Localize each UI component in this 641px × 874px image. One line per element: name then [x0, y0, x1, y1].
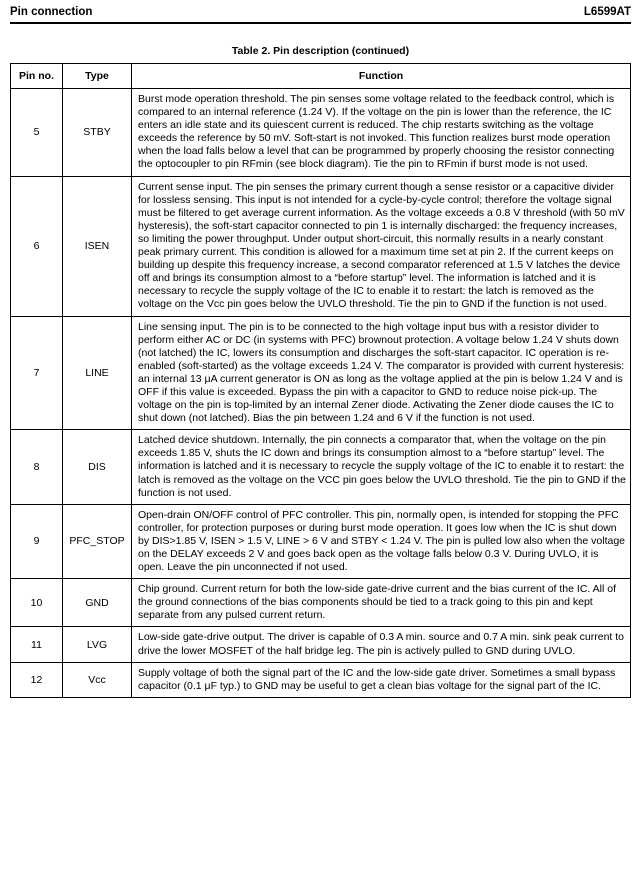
pin-type-cell: LVG: [63, 627, 132, 662]
pin-type-cell: ISEN: [63, 176, 132, 316]
table-row: [11, 662, 631, 697]
pin-function-cell: Line sensing input. The pin is to be connected to the high voltage input bus with a resistor divider to perform either AC or DC (in systems with PFC) brownout protection. A voltage below 1.24 V shuts down (not latched) the IC, lowers its consumption and discharges the soft-start capacitor. IC operation is re-enabled (soft-started) as the voltage exceeds 1.24 V. The comparator is provided with current hysteresis: an internal 13 μA current generator is ON as long as the voltage applied at the pin is below 1.24 V and is OFF if this value is exceeded. Bypass the pin with a capacitor to GND to reduce noise pick-up. The voltage on the pin is top-limited by an internal Zener diode. Activating the Zener diode causes the IC to shut down (not latched). Bias the pin between 1.24 and 6 V if the function is not used.: [132, 316, 631, 430]
table-row: [11, 579, 631, 627]
pin-type-cell: GND: [63, 579, 132, 627]
pin-type-cell: DIS: [63, 430, 132, 504]
pin-type-cell: Vcc: [63, 662, 132, 697]
pin-function-cell: Open-drain ON/OFF control of PFC controller. This pin, normally open, is intended for stopping the PFC controller, for protection purposes or during burst mode operation. It goes low when the IC is shut down by DIS>1.85 V, ISEN > 1.5 V, LINE > 6 V and STBY < 1.24 V. The pin is pulled low also when the voltage on the DELAY exceeds 2 V and goes back open as the voltage falls below 0.3 V. During UVLO, it is open. Leave the pin unconnected if not used.: [132, 504, 631, 578]
pin-function-cell: Latched device shutdown. Internally, the pin connects a comparator that, when the voltage on the pin exceeds 1.85 V, shuts the IC down and brings its consumption almost to a “before startup” level. The information is latched and it is necessary to recycle the supply voltage of the IC to enable it to restart: the latch is removed as the voltage on the VCC pin goes below the UVLO threshold. Tie the pin to GND if the function is not used.: [132, 430, 631, 504]
pin-number-cell: 7: [11, 316, 63, 430]
pin-type-cell: STBY: [63, 89, 132, 177]
col-header-pin-no: Pin no.: [11, 64, 63, 89]
page-header-section-title: Pin connection: [10, 6, 93, 18]
pin-function-cell: Chip ground. Current return for both the low-side gate-drive current and the bias current of the IC. All of the ground connections of the bias components should be tied to a track going to this pin and kept separate from any pulsed current return.: [132, 579, 631, 627]
table-row: [11, 316, 631, 430]
table-row: [11, 430, 631, 504]
pin-number-cell: 11: [11, 627, 63, 662]
pin-number-cell: 9: [11, 504, 63, 578]
pin-function-cell: Current sense input. The pin senses the primary current though a sense resistor or a capacitive divider for lossless sensing. This input is not intended for a cycle-by-cycle control; therefore the voltage signal must be filtered to get average current information. As the voltage exceeds a 0.8 V threshold (with 50 mV hysteresis), the soft-start capacitor connected to pin 1 is internally discharged: the frequency increases, so limiting the power throughput. Under output short-circuit, this normally results in a nearly constant peak primary current. This condition is allowed for a maximum time set at pin 2. If the current keeps on building up despite this frequency increase, a second comparator referenced at 1.5 V latches the device off and brings its consumption almost to a “before startup” level. The information is latched and it is necessary to recycle the supply voltage of the IC to enable it to restart: the latch is removed as the voltage on the Vcc pin goes below the UVLO threshold. Tie the pin to GND if the function is not used.: [132, 176, 631, 316]
pin-number-cell: 10: [11, 579, 63, 627]
table-row: [11, 89, 631, 177]
header-divider: [10, 22, 631, 24]
pin-number-cell: 8: [11, 430, 63, 504]
col-header-type: Type: [63, 64, 132, 89]
pin-function-cell: Supply voltage of both the signal part of the IC and the low-side gate driver. Sometimes a small bypass capacitor (0.1 μF typ.) to GND may be useful to get a clean bias voltage for the signal part of the IC.: [132, 662, 631, 697]
col-header-function: Function: [132, 64, 631, 89]
table-row: [11, 504, 631, 578]
pin-number-cell: 5: [11, 89, 63, 177]
pin-type-cell: LINE: [63, 316, 132, 430]
table-title: Table 2. Pin description (continued): [231, 45, 410, 57]
table-row: [11, 627, 631, 662]
table-header-row: [11, 64, 631, 89]
pin-type-cell: PFC_STOP: [63, 504, 132, 578]
page-header-product-name: L6599AT: [583, 6, 631, 18]
pin-function-cell: Low-side gate-drive output. The driver is capable of 0.3 A min. source and 0.7 A min. sink peak current to drive the lower MOSFET of the half bridge leg. The pin is actively pulled to GND during UVLO.: [132, 627, 631, 662]
page-header: [0, 0, 641, 18]
pin-function-cell: Burst mode operation threshold. The pin senses some voltage related to the feedback control, which is compared to an internal reference (1.24 V). If the voltage on the pin is lower than the reference, the IC enters an idle state and its quiescent current is reduced. The chip restarts switching as the voltage exceeds the reference by 50 mV. Soft-start is not invoked. This function realizes burst mode operation when the load falls below a level that can be programmed by properly choosing the resistor connecting the optocoupler to pin RFmin (see block diagram). Tie the pin to RFmin if burst mode is not used.: [132, 89, 631, 177]
pin-number-cell: 12: [11, 662, 63, 697]
table-row: [11, 176, 631, 316]
pin-number-cell: 6: [11, 176, 63, 316]
pin-description-table: [10, 63, 631, 698]
